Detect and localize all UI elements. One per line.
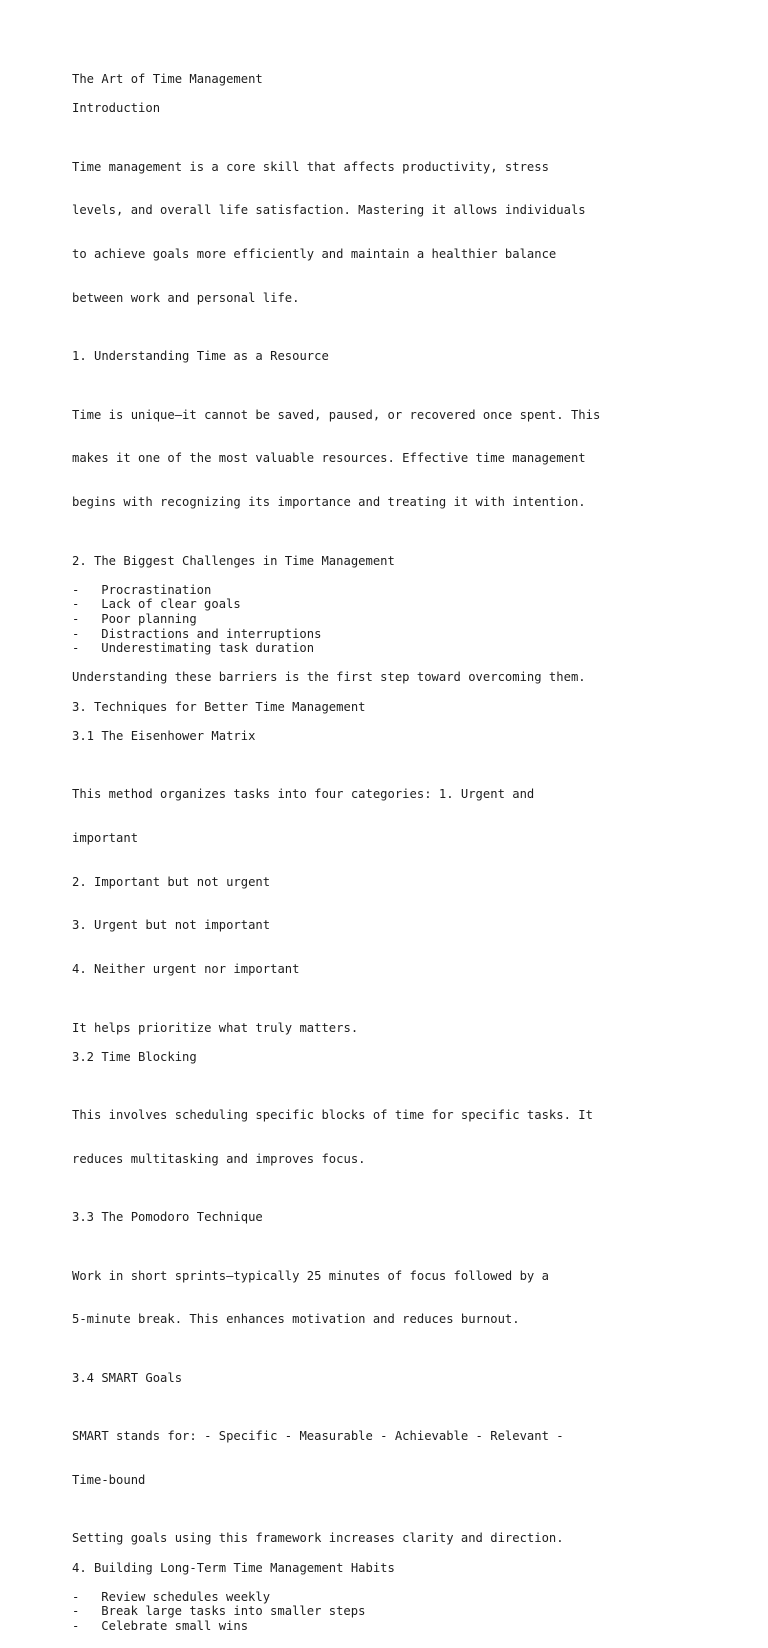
paragraph-line: between work and personal life.: [72, 290, 300, 305]
list-item: [72, 612, 712, 627]
bullet-marker: -: [72, 1589, 80, 1604]
subsection-3-3-heading: 3.3 The Pomodoro Technique: [72, 1210, 263, 1225]
subsection-3-4-closing: Setting goals using this framework increases clarity and direction.: [72, 1531, 564, 1546]
paragraph-line: 5-minute break. This enhances motivation and reduces burnout.: [72, 1312, 520, 1327]
paragraph-line: reduces multitasking and improves focus.: [72, 1151, 366, 1166]
paragraph-line: Time management is a core skill that affects productivity, stress: [72, 159, 549, 174]
list-item-text: Poor planning: [101, 611, 197, 626]
list-item-text: Celebrate small wins: [101, 1618, 249, 1633]
list-item: [72, 1619, 712, 1634]
list-item: [72, 1590, 712, 1605]
intro-heading: Introduction: [72, 101, 161, 116]
list-item-text: Distractions and interruptions: [101, 626, 322, 641]
paragraph-line: SMART stands for: - Specific - Measurable - Achievable - Relevant -: [72, 1429, 564, 1444]
document-title: The Art of Time Management: [72, 72, 263, 86]
section-3-heading: 3. Techniques for Better Time Management: [72, 699, 366, 714]
list-item: [72, 1604, 712, 1619]
paragraph-line: Work in short sprints—typically 25 minutes of focus followed by a: [72, 1268, 549, 1283]
habits-list: [72, 1590, 712, 1634]
paragraph-line: to achieve goals more efficiently and maintain a healthier balance: [72, 247, 557, 262]
paragraph-line: This method organizes tasks into four categories: 1. Urgent and: [72, 787, 535, 802]
list-item-text: Break large tasks into smaller steps: [101, 1604, 366, 1619]
bullet-marker: -: [72, 597, 80, 612]
list-item: [72, 627, 712, 642]
section-2-closing: Understanding these barriers is the first step toward overcoming them.: [72, 670, 586, 685]
subsection-3-2-paragraph: [72, 1079, 712, 1196]
paragraph-line: 3. Urgent but not important: [72, 918, 271, 933]
bullet-marker: -: [72, 626, 80, 641]
paragraph-line: begins with recognizing its importance and treating it with intention.: [72, 495, 586, 510]
subsection-3-3-paragraph: [72, 1240, 712, 1357]
intro-paragraph: [72, 130, 712, 334]
paragraph-line: levels, and overall life satisfaction. Mastering it allows individuals: [72, 203, 586, 218]
subsection-3-1-paragraph: [72, 758, 712, 1006]
bullet-marker: -: [72, 1604, 80, 1619]
section-1-heading: 1. Understanding Time as a Resource: [72, 349, 329, 364]
list-item-text: Procrastination: [101, 582, 212, 597]
paragraph-line: 2. Important but not urgent: [72, 874, 271, 889]
list-item: [72, 641, 712, 656]
paragraph-line: makes it one of the most valuable resources. Effective time management: [72, 451, 586, 466]
subsection-3-4-heading: 3.4 SMART Goals: [72, 1370, 183, 1385]
list-item: [72, 597, 712, 612]
paragraph-line: important: [72, 830, 139, 845]
challenges-list: [72, 583, 712, 656]
bullet-marker: -: [72, 582, 80, 597]
section-2-heading: 2. The Biggest Challenges in Time Management: [72, 553, 395, 568]
subsection-3-1-closing: It helps prioritize what truly matters.: [72, 1020, 359, 1035]
paragraph-line: Time is unique—it cannot be saved, paused, or recovered once spent. This: [72, 407, 601, 422]
list-item-text: Lack of clear goals: [101, 597, 241, 612]
paragraph-line: Time-bound: [72, 1473, 146, 1487]
paragraph-line: This involves scheduling specific blocks of time for specific tasks. It: [72, 1108, 593, 1123]
bullet-marker: -: [72, 611, 80, 626]
paragraph-line: 4. Neither urgent nor important: [72, 962, 300, 977]
document-page: [72, 72, 712, 1648]
subsection-3-2-heading: 3.2 Time Blocking: [72, 1049, 197, 1064]
list-item-text: Underestimating task duration: [101, 641, 315, 656]
subsection-3-4-paragraph: [72, 1400, 712, 1517]
section-4-heading: 4. Building Long-Term Time Management Habits: [72, 1560, 395, 1575]
subsection-3-1-heading: 3.1 The Eisenhower Matrix: [72, 728, 256, 743]
bullet-marker: -: [72, 641, 80, 656]
section-1-paragraph: [72, 378, 712, 539]
list-item-text: Review schedules weekly: [101, 1589, 271, 1604]
list-item: [72, 583, 712, 598]
bullet-marker: -: [72, 1618, 80, 1633]
